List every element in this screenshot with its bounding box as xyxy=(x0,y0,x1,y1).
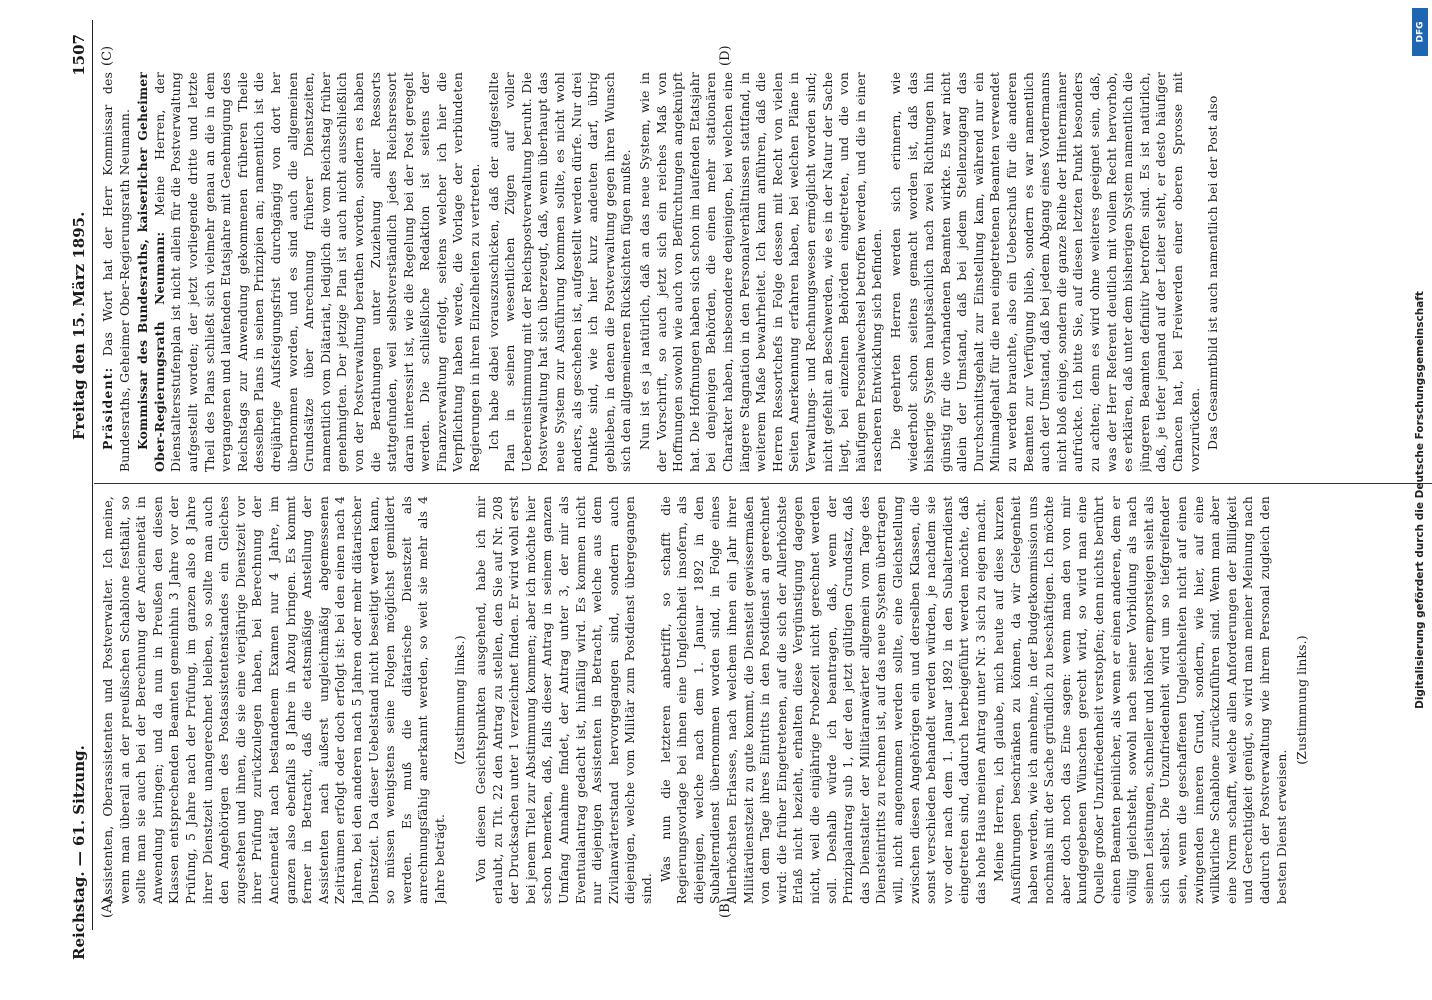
paragraph: Ich habe dabei vorauszuschicken, daß der aufgestellte Plan in seinen wesentlichen Zügen auf voller Uebereinstimmung mit der Reichspostverwaltung beruht. Die Postverwaltung hat sich überzeugt, daß, wenn überhaupt das neue System zur Ausführung kommen sollte, es nicht wohl anders, als geschehen ist, aufgestellt werden dürfe. Nur drei Punkte sind, wie ich hier kurz andeuten darf, übrig geblieben, in denen die Postverwaltung gegen ihren Wunsch sich den allgemeineren Rücksichten fügen mußte. xyxy=(485,72,634,472)
header-date: Freitag den 15. März 1895. xyxy=(70,211,88,440)
header-rule xyxy=(92,20,93,930)
speaker-text: Meine Herren, der Dienstaltersstufenplan ist nicht allein für die Postverwaltung aufgestellt worden; der jetzt vorliegende dritte und letzte Theil des Plans schließt sich vielmehr genau an die in dem vergangenen und laufenden Etatsjahre mit Genehmigung des Reichstags zur Anwendung gekommenen früheren Theile desselben Plans in seinen Prinzipien an; namentlich ist die dreijährige Aufsteigungsfrist durchgängig von dort her übernommen worden, und es sind auch die allgemeinen Grundsätze über Anrechnung früherer Dienstzeiten, namentlich vom Diätariat, lediglich die vom Reichstag früher genehmigten. Der jetzige Plan ist auch nicht ausschließlich von der Postverwaltung berathen worden, sondern es haben die Berathungen unter Zuziehung aller Ressorts stattgefunden, weil selbstverständlich jedes Reichsressort daran interessirt ist, wie die Regelung bei der Post geregelt werden. Die schließliche Redaktion ist seitens der Finanzverwaltung erfolgt, seitens welcher ich hier die Verpflichtung haben werde, die Vorlage der verbündeten Regierungen in ihren Einzelheiten zu vertreten. xyxy=(151,72,483,472)
right-column xyxy=(100,72,1412,472)
dfg-logo-text: DFG xyxy=(1415,21,1426,43)
paragraph: Assistenten, Oberassistenten und Postverwalter. Ich meine, wenn man überall an der preußischen Schablone festhält, so sollte man sie auch bei der Berechnung der Anciennetät in Anwendung bringen; und da nun in Preußen den diesen Klassen entsprechenden Beamten gemeinhin 3 Jahre vor der Prüfung, 5 Jahre nach der Prüfung, im ganzen also 8 Jahre ihrer Dienstzeit unangerechnet bleiben, so sollte man auch den Angehörigen des Postassistentenstandes ein Gleiches zugestehen und ihnen, die sie eine vierjährige Dienstzeit vor ihrer Prüfung zurückzulegen haben, bei Berechnung der Anciennetät nach bestandenem Examen nur 4 Jahre, im ganzen also ebenfalls 8 Jahre in Abzug bringen. Es kommt ferner in Betracht, daß die etatsmäßige Anstellung der Assistenten nach äußerst ungleichmäßig abgemessenen Zeiträumen erfolgt oder doch erfolgt ist: bei den einen nach 4 Jahren, bei den anderen nach 5 Jahren oder mehr diätarischer Dienstzeit. Da dieser Uebelstand nicht beseitigt werden kann, so müssen wenigstens seine Folgen möglichst gemildert werden. Es muß die diätarische Dienstzeit als anrechnungsfähig anerkannt werden, so weit sie mehr als 4 Jahre beträgt. xyxy=(100,496,447,904)
speaker-paragraph xyxy=(135,72,483,472)
section-marker-b: (B) xyxy=(718,898,733,918)
approval-note: (Zustimmung links.) xyxy=(1294,635,1310,765)
approval-note: (Zustimmung links.) xyxy=(452,635,468,765)
speaker-label: Präsident: xyxy=(100,366,115,450)
section-marker-d: (D) xyxy=(718,45,733,66)
paragraph: Das Gesammtbild ist auch namentlich bei der Post also xyxy=(1205,95,1221,450)
section-marker-a: (A) xyxy=(100,898,115,918)
speaker-text: Das Wort hat der Herr Kommissar des Bundesraths, Geheimer Ober-Regierungsrath Neumann. xyxy=(100,72,132,472)
column-divider xyxy=(94,483,1432,484)
digitization-credit xyxy=(1408,0,1432,1000)
speaker-paragraph xyxy=(100,72,133,472)
paragraph: Nun ist es ja natürlich, daß an das neue System, wie in der Vorschrift, so auch jetzt sich ein reiches Maß von Hoffnungen sowohl wie auch von Befürchtungen angeknüpft hat. Die Hoffnungen haben sich schon im laufenden Etatsjahr bei denjenigen Behörden, die einen mehr stationären Charakter haben, insbesondere denjenigen, bei welchen eine längere Stagnation in den Personalverhältnissen stattfand, in weiterem Maße bewahrheitet. Ich kann anführen, daß die Herren Ressortchefs in Folge dessen mit Recht von vielen Seiten Anerkennung erfahren haben, bei welchen Pläne in Verwaltungs- und Rechnungswesen ermöglicht worden sind; nicht gefehlt an Beschwerden, wie es in der Natur der Sache liegt, bei einzelnen Behörden eingetreten, und die von häufigem Personalwechsel betroffen werden, und die in einer rascheren Entwicklung sich befinden. xyxy=(637,72,885,472)
paragraph: Die geehrten Herren werden sich erinnern, wie wiederholt schon seitens gemacht worden ist, daß das bisherige System hauptsächlich nach zwei Richtungen hin günstig für die vorhandenen Beamten wirkte. Es war nicht allein der Umstand, daß bei jedem Stellenzugang das Durchschnittsgehalt zur Einstellung kam, während nur ein Minimalgehalt für die neu eingetretenen Beamten verwendet zu werden brauchte, also ein Ueberschuß für die anderen Beamten zur Verfügung blieb, sondern es war namentlich auch der Umstand, daß bei jedem Abgang eines Vordermanns nicht bloß einige, sondern die ganze Reihe der Hintermänner aufrückte. Ich bitte Sie, auf diesen letzten Punkt besonders zu achten; denn es wird ohne weiteres geeignet sein, daß, was der Herr Referent deutlich mit vollem Recht hervorhob, es erklären, daß unter dem bisherigen System namentlich die jüngeren Beamten definitiv betroffen sind. Es ist natürlich, daß, je tiefer jemand auf der Leiter steht, er desto häufiger Chancen hat, bei Freiwerden einer oberen Sprosse mit vorzurücken. xyxy=(887,72,1202,472)
paragraph: Von diesen Gesichtspunkten ausgehend, habe ich mir erlaubt, zu Tit. 22 den Antrag zu stellen, den Sie auf Nr. 208 der Drucksachen unter 1 verzeichnet finden. Er wird wohl erst bei jenem Titel zur Abstimmung kommen; aber ich möchte hier schon bemerken, daß, falls dieser Antrag in seinem ganzen Umfang Annahme findet, der Antrag unter 3, der mir als Eventualantrag gedacht ist, hinfällig wird. Es kommen nicht nur diejenigen Assistenten in Betracht, welche aus dem Zivilanwärterstand hervorgegangen sind, sondern auch diejenigen, welche vom Militär zum Postdienst übergegangen sind. xyxy=(473,496,654,904)
speaker-label: Kommissar des Bundesraths, kaiserlicher Geheimer Ober-Regierungsrath Neumann: xyxy=(135,72,167,472)
page-number: 1507 xyxy=(70,34,88,76)
header-session: Reichstag. — 61. Sitzung. xyxy=(70,745,88,960)
paragraph: Was nun die letzteren anbetrifft, so schafft die Regierungsvorlage bei ihnen eine Ungleichheit insofern, als diejenigen, welche nach dem 1. Januar 1892 in den Subalterndienst übernommen worden sind, in Folge eines Allerhöchsten Erlasses, nach welchem ihnen ein Jahr ihrer Militärdienstzeit zu gute kommt, die Diensteit gewissermaßen von dem Tage ihres Eintritts in den Postdienst an gerechnet wird: die früher Eingetretenen, auf die sich der Allerhöchste Erlaß nicht bezieht, erhalten diese Vergünstigung dagegen nicht, weil die einjährige Probezeit nicht gerechnet werden soll. Deshalb würde ich beantragen, daß, wenn der Prinzipalantrag sub 1, der den jetzt gültigen Grundsatz, daß das Dienstalter der Militäranwärter allgemein vom Tage des Diensteintritts zu rechnen ist, auf das neue System übertragen will, nicht angenommen werden sollte, eine Gleichstellung zwischen diesen Angehörigen ein und derselben Klassen, die sonst verschieden behandelt werden würden, je nachdem sie vor oder nach dem 1. Januar 1892 in den Subalterndienst eingetreten sind, dadurch herbeigeführt werden möchte, daß das hohe Haus meinen Antrag unter Nr. 3 sich zu eigen macht. xyxy=(657,496,988,904)
section-marker-c: (C) xyxy=(100,45,115,66)
left-column xyxy=(100,496,1412,904)
credit-text: Digitalisierung gefördert durch die Deutsche Forschungsgemeinschaft xyxy=(1414,291,1426,709)
paragraph: Meine Herren, ich glaube, mich heute auf diese kurzen Ausführungen beschränken zu können, da wir Gelegenheit haben werden, wie ich annehme, in der Budgetkommission uns nochmals mit der Sache gründlich zu beschäftigen. Ich möchte aber doch noch das Eine sagen: wenn man den von mir kundgegebenen Wünschen gerecht wird, so wird man eine Quelle großer Unzufriedenheit verstopfen; denn nichts berührt einen Beamten peinlicher, als wenn er einen anderen, dem er völlig gleichsteht, sowohl nach seiner Vorbildung als nach seinen Leistungen, schneller und höher emporsteigen sieht als sich selbst. Die Unzufriedenheit wird um so tiefgreifender sein, wenn die geschaffenen Ungleichheiten nicht auf einen zwingenden inneren Grund, sondern, wie hier, auf eine willkürliche Schablone zurückzuführen sind. Wenn man aber eine Norm schafft, welche allen Anforderungen der Billigkeit und Gerechtigkeit genügt, so wird man meiner Meinung nach dadurch der Postverwaltung wie ihrem Personal zugleich den besten Dienst erweisen. xyxy=(991,496,1289,904)
